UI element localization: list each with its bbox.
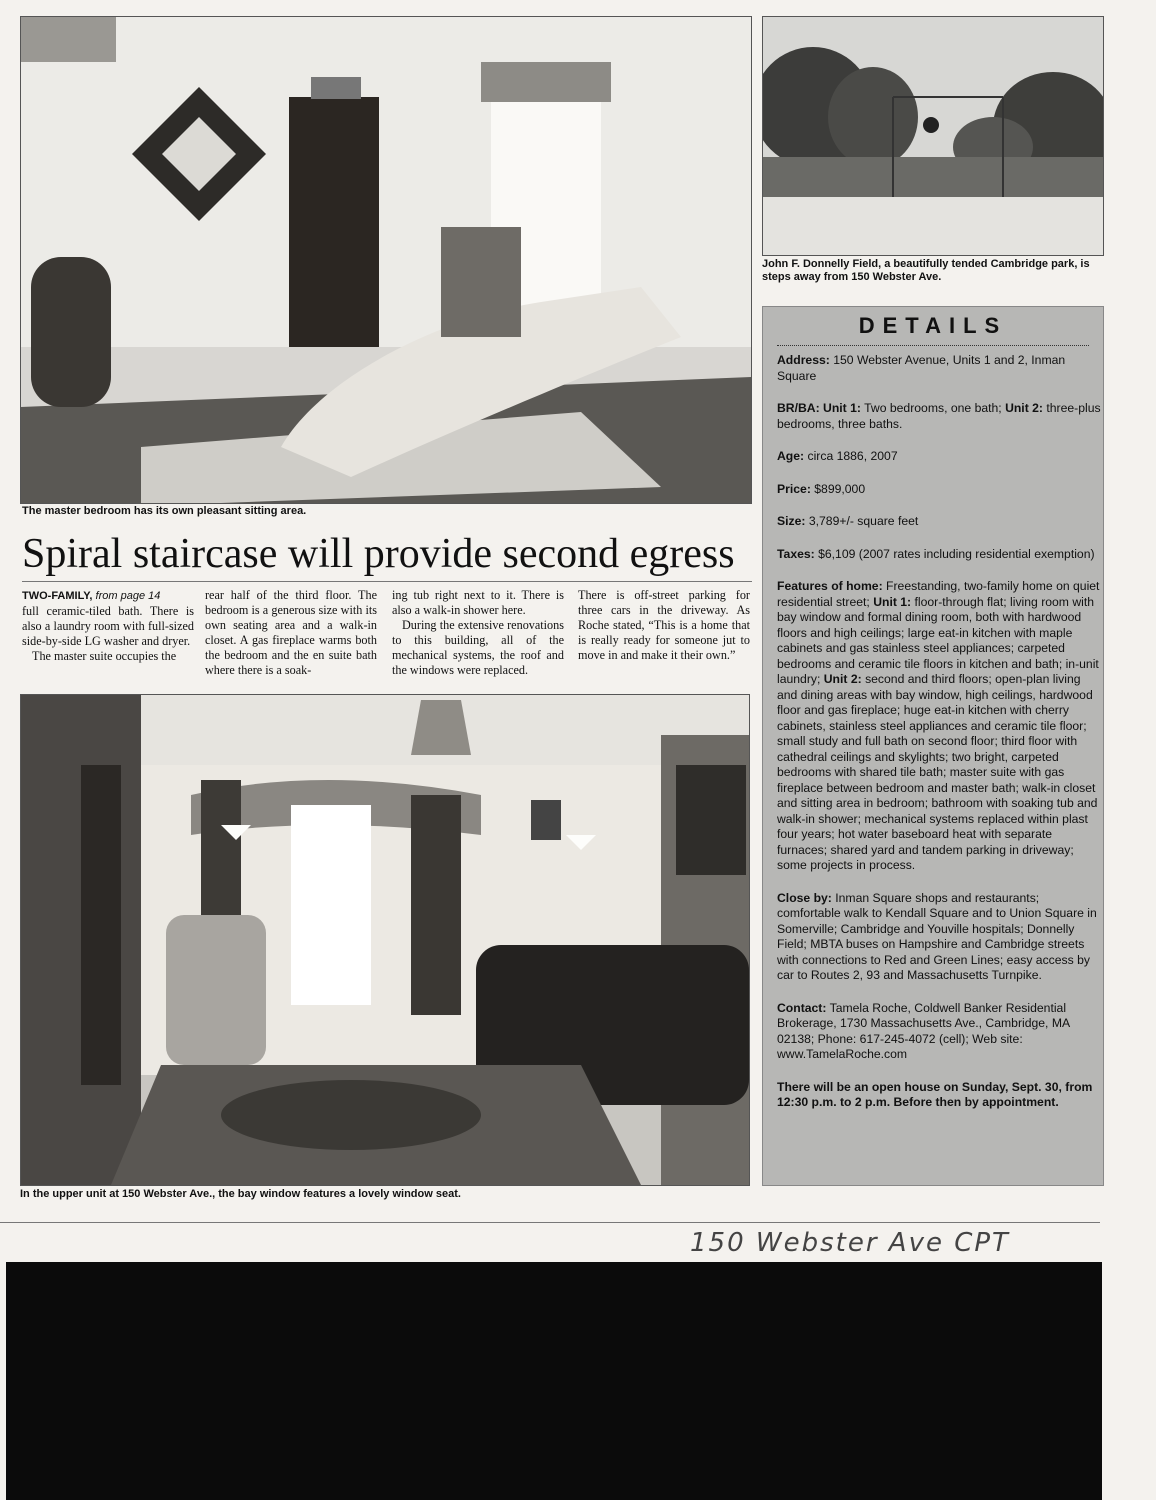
details-price: Price: $899,000 [777,481,866,496]
details-contact: Contact: Tamela Roche, Coldwell Banker Residential Brokerage, 1730 Massachusetts Ave., Cambridge, MA 02138; Phone: 617-245-4072 (cell); Web site: www.TamelaRoche.com [777,1000,1070,1061]
article-column-1 [22,588,194,664]
article-column-4 [578,588,750,663]
column-3-paragraph-2: During the extensive renovations to this building, all of the mechanical systems, the roof and the windows were replaced. [392,618,564,677]
details-age: Age: circa 1886, 2007 [777,449,898,463]
details-br-ba: BR/BA: Unit 1: Two bedrooms, one bath; Unit 2: three-plus bedrooms, three baths. [777,401,1101,431]
jump-label: TWO-FAMILY, from page 14 [22,590,161,602]
bedroom-photo-caption: The master bedroom has its own pleasant sitting area. [22,505,307,517]
column-3-paragraph-1: ing tub right next to it. There is also a walk-in shower here. [392,588,564,617]
details-address: Address: 150 Webster Avenue, Units 1 and 2, Inman Square [777,353,1066,383]
master-bedroom-photo [20,16,752,504]
handwritten-note: 150 Webster Ave CPT [690,1228,1010,1258]
details-rule [777,345,1089,346]
column-4-paragraph-1: There is off-street parking for three cars in the driveway. As Roche stated, “This is a home that is really ready for someone jut to move in and make it their own.” [578,588,750,662]
column-1-paragraph-1: full ceramic-tiled bath. There is also a laundry room with full-sized side-by-side LG washer and dryer. [22,604,194,648]
details-body [777,353,1101,1128]
article-headline: Spiral staircase will provide second egress [22,531,735,577]
living-room-photo [20,694,750,1186]
details-taxes: Taxes: $6,109 (2007 rates including residential exemption) [777,546,1095,561]
page-bottom-rule [0,1222,1100,1223]
details-sidebar [762,306,1104,1186]
living-room-photo-caption: In the upper unit at 150 Webster Ave., the bay window features a lovely window seat. [20,1188,461,1200]
article-column-3 [392,588,564,678]
scan-black-area [6,1262,1102,1500]
article-column-2 [205,588,377,678]
details-open-house: There will be an open house on Sunday, Sept. 30, from 12:30 p.m. to 2 p.m. Before then by appointment. [777,1079,1093,1109]
donnelly-field-photo [762,16,1104,256]
column-2-paragraph-1: rear half of the third floor. The bedroom is a generous size with its own seating area and a walk-in closet. A gas fireplace warms both the bedroom and the en suite bath where there is a soak- [205,588,377,677]
details-close-by: Close by: Inman Square shops and restaurants; comfortable walk to Kendall Square and to Union Square in Somerville; Cambridge and Youville hospitals; Donnelly Field; MBTA buses on Hampshire and Cambridge streets with connections to Red and Green Lines; easy access by car to Routes 2, 93 and Massachusetts Turnpike. [777,890,1097,982]
column-1-paragraph-2: The master suite occupies the [32,649,177,663]
park-photo-caption: John F. Donnelly Field, a beautifully tended Cambridge park, is steps away from 150 Webster Ave. [762,258,1090,283]
details-size: Size: 3,789+/- square feet [777,514,919,528]
headline-rule [22,581,752,582]
details-title: DETAILS [858,313,1008,338]
details-features: Features of home: Freestanding, two-family home on quiet residential street; Unit 1: floor-through flat; living room with bay window and formal dining room, both with hardwood floors and high ceilings; large eat-in kitchen with maple cabinets and gas stainless steel appliances; carpeted bedrooms and ceramic tile floors in kitchen and bath; in-unit laundry; Unit 2: second and third floors; open-plan living and dining areas with bay window, high ceilings, hardwood floor and gas fireplace; huge eat-in kitchen with cherry cabinets, stainless steel appliances and ceramic tile floor; small study and full bath on second floor; third floor with cathedral ceilings and skylights; two bright, carpeted bedrooms with shared tile bath; master suite with gas fireplace between bedroom and master bath; walk-in closet and sitting area in bedroom; bathroom with soaking tub and walk-in shower; mechanical systems replaced within plast four years; hot water baseboard heat with separate furnaces; shared yard and tandem parking in driveway; some projects in process. [777,579,1100,872]
